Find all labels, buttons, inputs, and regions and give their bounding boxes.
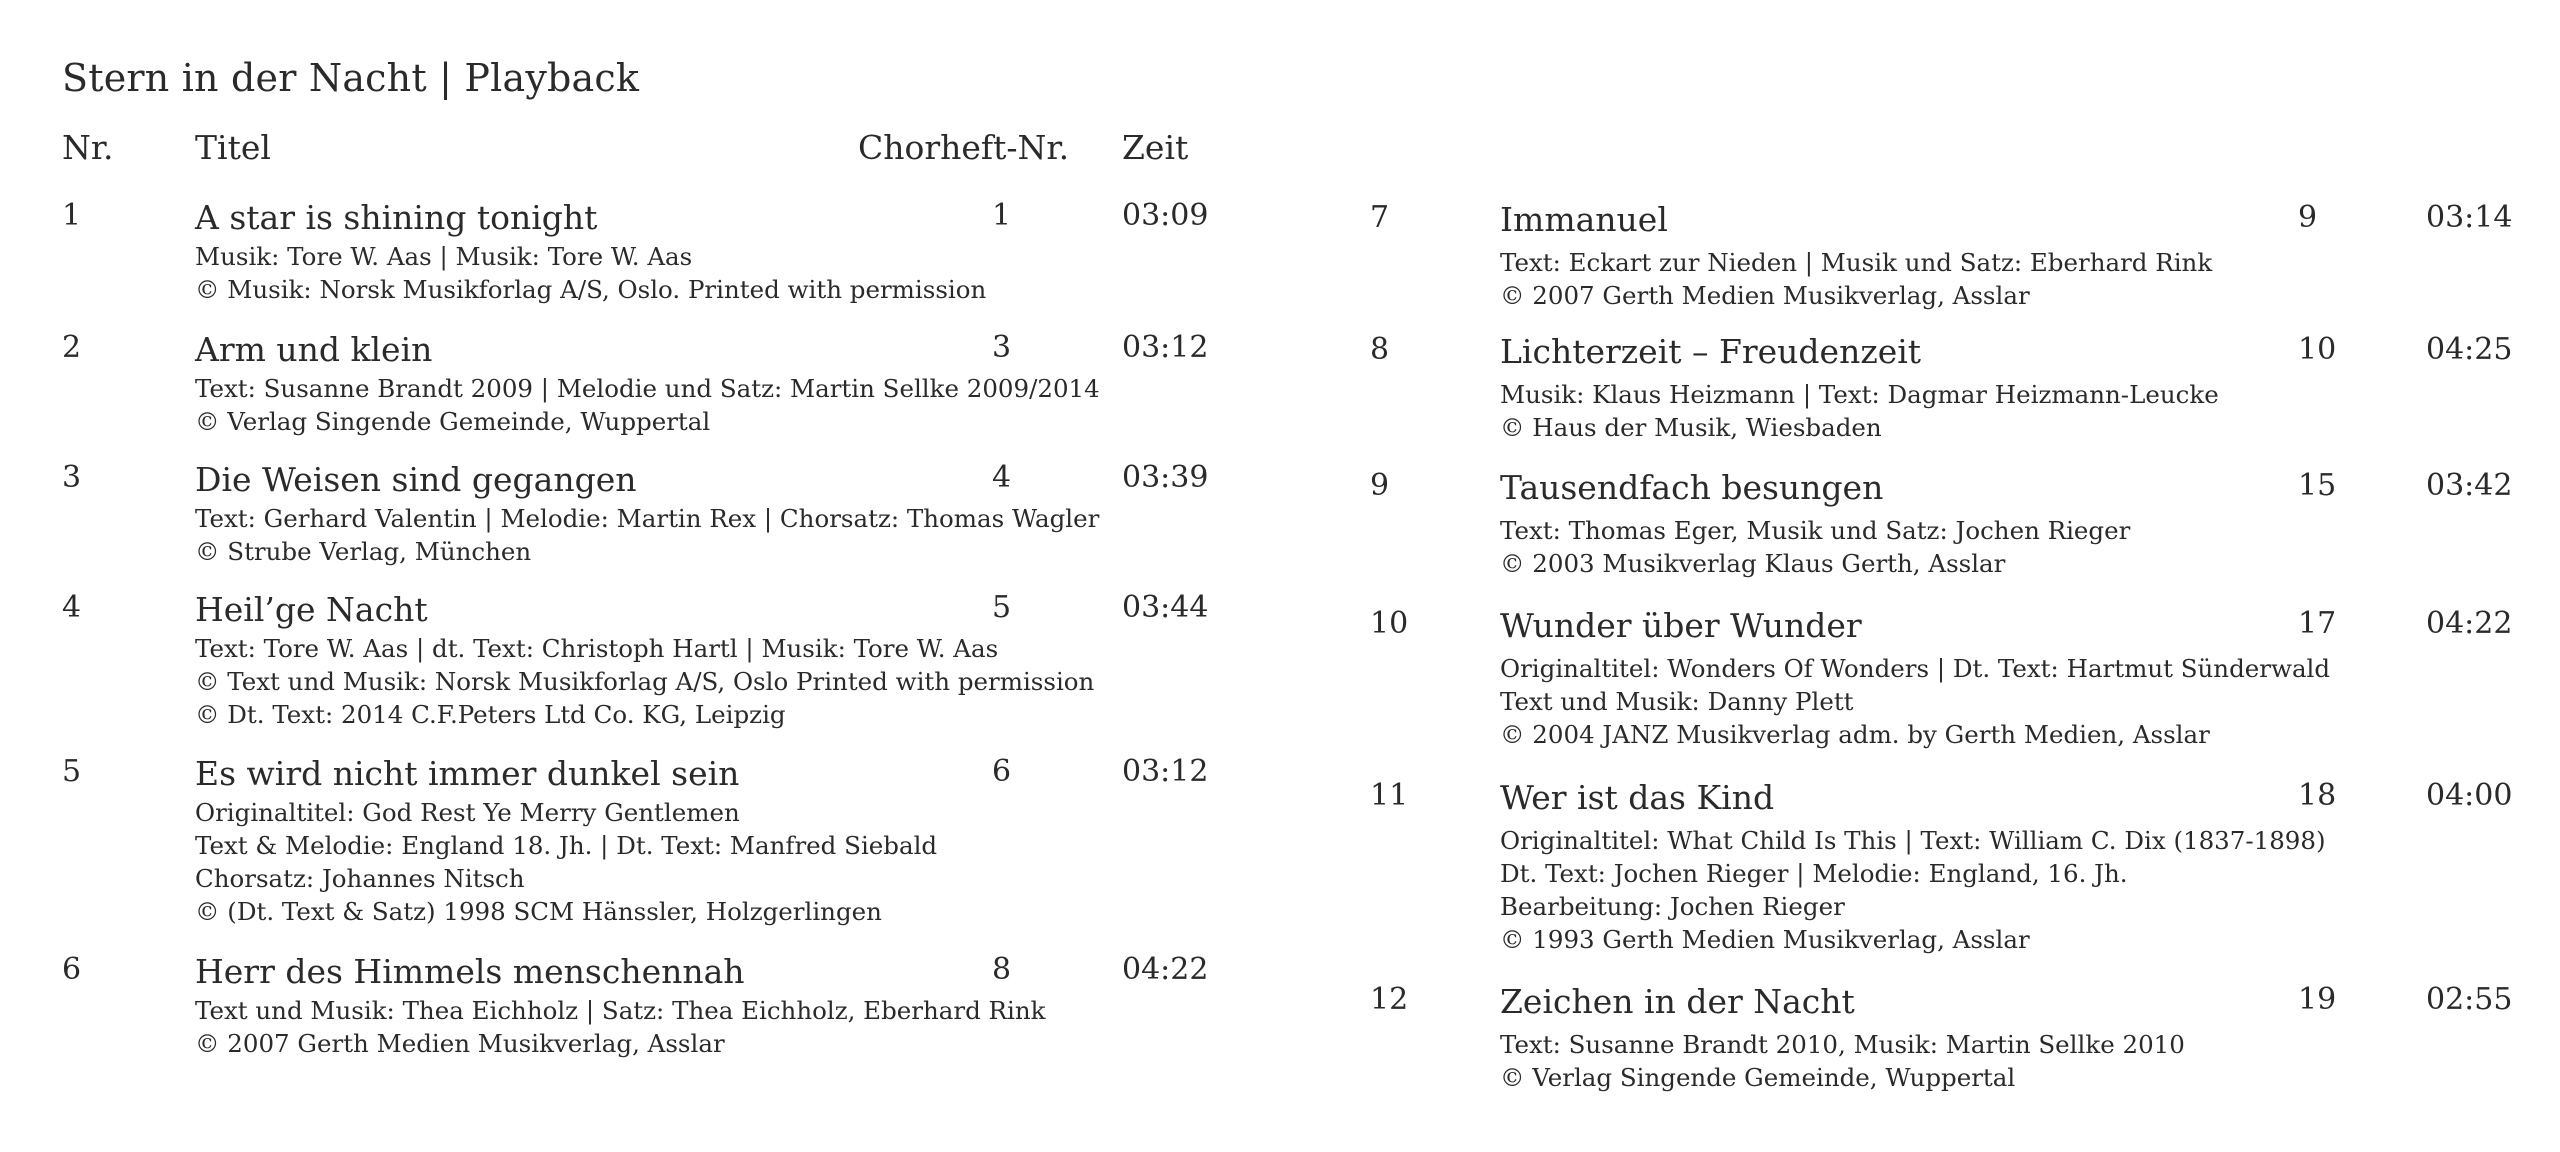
track-credits: [1500, 652, 2330, 751]
track-number: 11: [1370, 778, 1409, 813]
track-credits: [195, 240, 986, 306]
track-number: 12: [1370, 982, 1409, 1017]
page-title: Stern in der Nacht | Playback: [62, 56, 640, 100]
track-number: 1: [62, 198, 82, 233]
track-time: 03:39: [1122, 460, 1209, 495]
track-chorheft-number: 19: [2298, 982, 2337, 1017]
credit-line: Originaltitel: Wonders Of Wonders | Dt. Text: Hartmut Sünderwald: [1500, 654, 2331, 683]
track-number: 2: [62, 330, 82, 365]
track-credits: [195, 796, 937, 928]
track-time: 03:44: [1122, 590, 1209, 625]
track-credits: [1500, 378, 2219, 444]
track-chorheft-number: 3: [992, 330, 1012, 365]
track-chorheft-number: 8: [992, 952, 1012, 987]
credit-line: © Haus der Musik, Wiesbaden: [1500, 413, 1882, 442]
track-time: 04:25: [2426, 332, 2513, 367]
credit-line: © 2004 JANZ Musikverlag adm. by Gerth Medien, Asslar: [1500, 720, 2210, 749]
track-credits: [195, 994, 1045, 1060]
credit-line: © Text und Musik: Norsk Musikforlag A/S, Oslo Printed with permission: [195, 667, 1095, 696]
track-time: 03:14: [2426, 200, 2513, 235]
track-number: 8: [1370, 332, 1390, 367]
credit-line: © Musik: Norsk Musikforlag A/S, Oslo. Printed with permission: [195, 275, 987, 304]
credit-line: © (Dt. Text & Satz) 1998 SCM Hänssler, Holzgerlingen: [195, 897, 882, 926]
track-credits: [1500, 824, 2326, 956]
track-credits: [1500, 1028, 2185, 1094]
credit-line: © 2007 Gerth Medien Musikverlag, Asslar: [1500, 281, 2030, 310]
track-time: 02:55: [2426, 982, 2513, 1017]
credit-line: © 2007 Gerth Medien Musikverlag, Asslar: [195, 1029, 725, 1058]
track-credits: [1500, 246, 2212, 312]
credit-line: © 1993 Gerth Medien Musikverlag, Asslar: [1500, 925, 2030, 954]
credit-line: Musik: Tore W. Aas | Musik: Tore W. Aas: [195, 242, 693, 271]
credit-line: Text: Eckart zur Nieden | Musik und Satz: Eberhard Rink: [1500, 248, 2213, 277]
track-title: Wunder über Wunder: [1500, 606, 1862, 645]
track-time: 04:00: [2426, 778, 2513, 813]
track-chorheft-number: 18: [2298, 778, 2337, 813]
credit-line: Originaltitel: What Child Is This | Text: William C. Dix (1837-1898): [1500, 826, 2326, 855]
credit-line: © Dt. Text: 2014 C.F.Peters Ltd Co. KG, Leipzig: [195, 700, 786, 729]
track-title: Die Weisen sind gegangen: [195, 460, 637, 499]
credit-line: Bearbeitung: Jochen Rieger: [1500, 892, 1845, 921]
credit-line: Text: Susanne Brandt 2009 | Melodie und Satz: Martin Sellke 2009/2014: [195, 374, 1100, 403]
credit-line: © Verlag Singende Gemeinde, Wuppertal: [195, 407, 711, 436]
credit-line: Musik: Klaus Heizmann | Text: Dagmar Heizmann-Leucke: [1500, 380, 2219, 409]
track-number: 3: [62, 460, 82, 495]
track-time: 03:12: [1122, 754, 1209, 789]
track-chorheft-number: 9: [2298, 200, 2318, 235]
credit-line: Text und Musik: Thea Eichholz | Satz: Thea Eichholz, Eberhard Rink: [195, 996, 1046, 1025]
track-time: 03:09: [1122, 198, 1209, 233]
track-number: 10: [1370, 606, 1409, 641]
credit-line: Originaltitel: God Rest Ye Merry Gentlemen: [195, 798, 740, 827]
track-title: Arm und klein: [195, 330, 433, 369]
track-chorheft-number: 4: [992, 460, 1012, 495]
track-credits: [1500, 514, 2130, 580]
track-title: Tausendfach besungen: [1500, 468, 1884, 507]
track-chorheft-number: 6: [992, 754, 1012, 789]
credit-line: Text: Thomas Eger, Musik und Satz: Jochen Rieger: [1500, 516, 2131, 545]
credit-line: Text: Susanne Brandt 2010, Musik: Martin Sellke 2010: [1500, 1030, 2185, 1059]
track-time: 03:12: [1122, 330, 1209, 365]
track-title: Immanuel: [1500, 200, 1668, 239]
track-chorheft-number: 10: [2298, 332, 2337, 367]
track-number: 6: [62, 952, 82, 987]
track-title: Herr des Himmels menschennah: [195, 952, 745, 991]
track-title: A star is shining tonight: [195, 198, 598, 237]
track-number: 4: [62, 590, 82, 625]
track-number: 5: [62, 754, 82, 789]
track-time: 03:42: [2426, 468, 2513, 503]
credit-line: Text: Tore W. Aas | dt. Text: Christoph Hartl | Musik: Tore W. Aas: [195, 634, 999, 663]
track-time: 04:22: [1122, 952, 1209, 987]
credit-line: Dt. Text: Jochen Rieger | Melodie: England, 16. Jh.: [1500, 859, 2128, 888]
track-chorheft-number: 1: [992, 198, 1012, 233]
track-title: Heil’ge Nacht: [195, 590, 428, 629]
track-credits: [195, 372, 1100, 438]
credit-line: © Strube Verlag, München: [195, 537, 532, 566]
header-chorheft: Chorheft-Nr.: [858, 128, 1070, 167]
track-number: 7: [1370, 200, 1390, 235]
track-credits: [195, 502, 1099, 568]
track-title: Lichterzeit – Freudenzeit: [1500, 332, 1922, 371]
track-credits: [195, 632, 1094, 731]
credit-line: Text & Melodie: England 18. Jh. | Dt. Text: Manfred Siebald: [195, 831, 938, 860]
track-time: 04:22: [2426, 606, 2513, 641]
credit-line: Text: Gerhard Valentin | Melodie: Martin Rex | Chorsatz: Thomas Wagler: [195, 504, 1100, 533]
header-titel: Titel: [195, 128, 271, 167]
credit-line: © Verlag Singende Gemeinde, Wuppertal: [1500, 1063, 2016, 1092]
track-chorheft-number: 17: [2298, 606, 2337, 641]
track-chorheft-number: 5: [992, 590, 1012, 625]
credit-line: © 2003 Musikverlag Klaus Gerth, Asslar: [1500, 549, 2006, 578]
header-nr: Nr.: [62, 128, 114, 167]
credit-line: Text und Musik: Danny Plett: [1500, 687, 1854, 716]
track-chorheft-number: 15: [2298, 468, 2337, 503]
header-zeit: Zeit: [1122, 128, 1189, 167]
track-number: 9: [1370, 468, 1390, 503]
track-title: Zeichen in der Nacht: [1500, 982, 1855, 1021]
credit-line: Chorsatz: Johannes Nitsch: [195, 864, 525, 893]
track-title: Es wird nicht immer dunkel sein: [195, 754, 740, 793]
track-title: Wer ist das Kind: [1500, 778, 1775, 817]
